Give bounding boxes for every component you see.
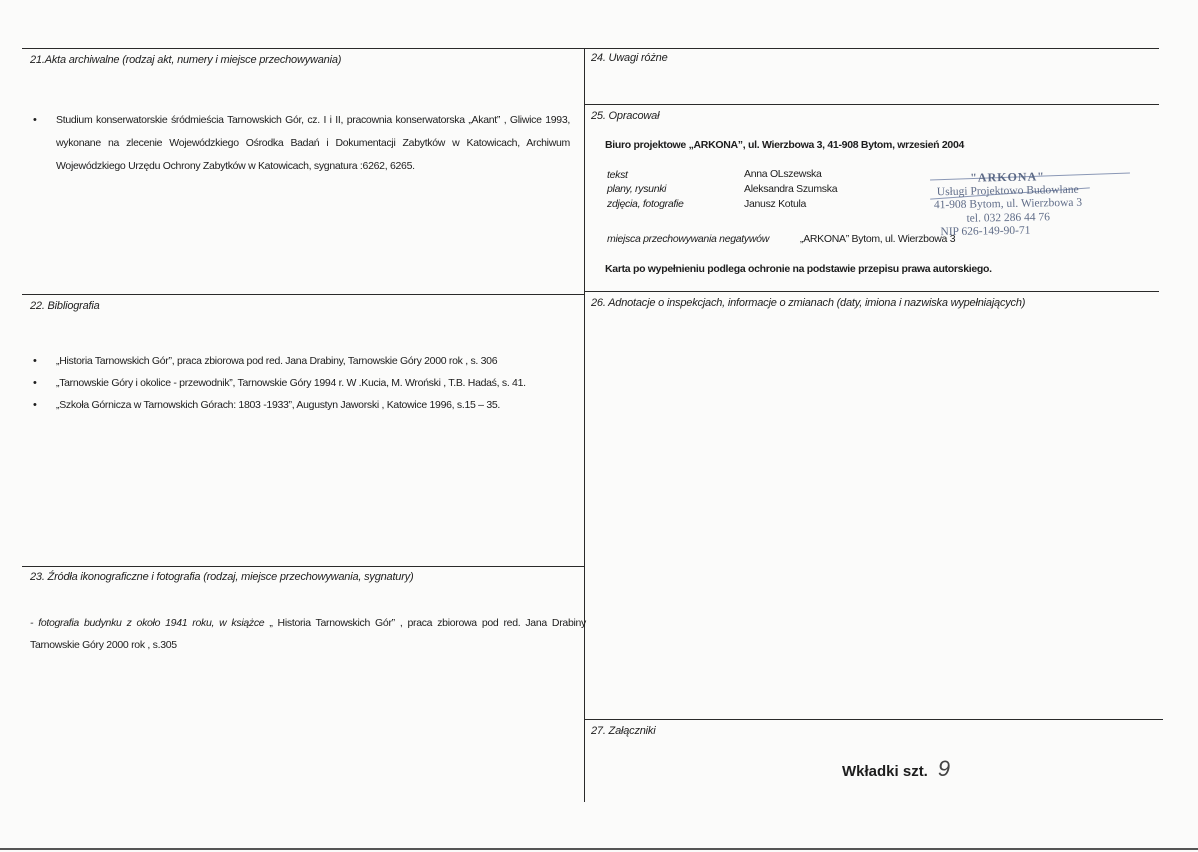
negatives-value: „ARKONA” Bytom, ul. Wierzbowa 3 xyxy=(800,233,956,245)
divider-26-27 xyxy=(585,719,1163,720)
divider-25-26 xyxy=(585,291,1159,292)
center-divider xyxy=(584,48,585,802)
inserts-count xyxy=(842,756,950,782)
divider-24-25 xyxy=(585,104,1159,105)
divider-22-23 xyxy=(22,566,585,567)
stamp-line: tel. 032 286 44 76 xyxy=(966,210,1051,225)
credit-name: Anna OLszewska xyxy=(744,168,822,180)
section-25-title: 25. Opracował xyxy=(591,110,660,122)
stamp-line: NIP 626-149-90-71 xyxy=(940,224,1031,239)
section-21-title: 21.Akta archiwalne (rodzaj akt, numery i miejsce przechowywania) xyxy=(30,54,342,66)
negatives-label: miejsca przechowywania negatywów xyxy=(607,233,769,245)
top-border xyxy=(22,48,1159,49)
credit-role: plany, rysunki xyxy=(607,183,667,195)
iconography-text xyxy=(30,612,586,656)
section-24-title: 24. Uwagi różne xyxy=(591,52,668,64)
iconography-text-rest: „ Historia Tarnowskich Gór” , praca zbiorowa pod red. Jana Drabiny Tarnowskie Góry 2000 rok , s.305 xyxy=(30,617,587,651)
section-23-title: 23. Źródła ikonograficzne i fotografia (rodzaj, miejsce przechowywania, sygnatury) xyxy=(30,571,414,583)
stamp-title: "ARKONA" xyxy=(970,169,1045,185)
bibliography-item: • „Historia Tarnowskich Gór”, praca zbiorowa pod red. Jana Drabiny, Tarnowskie Góry 2000 rok , s. 306 xyxy=(30,350,590,372)
bibliography-list xyxy=(30,350,590,416)
credit-name: Janusz Kotula xyxy=(744,198,807,210)
section-22-title: 22. Bibliografia xyxy=(30,300,100,312)
credit-role: tekst xyxy=(607,169,628,181)
credit-role: zdjęcia, fotografie xyxy=(607,198,684,210)
bottom-border xyxy=(0,848,1198,850)
section-26-title: 26. Adnotacje o inspekcjach, informacje o zmianach (daty, imiona i nazwiska wypełniających) xyxy=(591,297,1026,309)
iconography-text-italic: - fotografia budynku z około 1941 roku, w książce xyxy=(30,617,265,629)
stamp-line: Usługi Projektowo Budowlane xyxy=(936,183,1079,198)
bibliography-item: • „Szkoła Górnicza w Tarnowskich Górach: 1803 -1933”, Augustyn Jaworski , Katowice 1996, s.15 – 35. xyxy=(30,394,590,416)
office-line: Biuro projektowe „ARKONA”, ul. Wierzbowa 3, 41-908 Bytom, wrzesień 2004 xyxy=(605,139,965,151)
inserts-number: 9 xyxy=(937,756,951,781)
section-27-title: 27. Załączniki xyxy=(591,725,656,737)
stamp-line: 41-908 Bytom, ul. Wierzbowa 3 xyxy=(933,196,1083,212)
inserts-label: Wkładki szt. xyxy=(842,763,928,780)
archive-item: • Studium konserwatorskie śródmieścia Tarnowskich Gór, cz. I i II, pracownia konserwatorska „Akant” , Gliwice 1993, wykonane na zlecenie Wojewódzkiego Ośrodka Badań i Dokumentacji Zabytków w Katowicach, Archiwum Wojewódzkiego Urzędu Ochrony Zabytków w Katowicach, sygnatura :6262, 6265. xyxy=(30,109,570,178)
section-21-list xyxy=(30,109,570,178)
divider-21-22 xyxy=(22,294,585,295)
company-stamp xyxy=(917,169,1098,240)
credit-name: Aleksandra Szumska xyxy=(744,183,838,195)
copyright-note: Karta po wypełnieniu podlega ochronie na podstawie przepisu prawa autorskiego. xyxy=(605,263,992,275)
bibliography-item: • „Tarnowskie Góry i okolice - przewodnik”, Tarnowskie Góry 1994 r. W .Kucia, M. Wroński , T.B. Hadaś, s. 41. xyxy=(30,372,590,394)
